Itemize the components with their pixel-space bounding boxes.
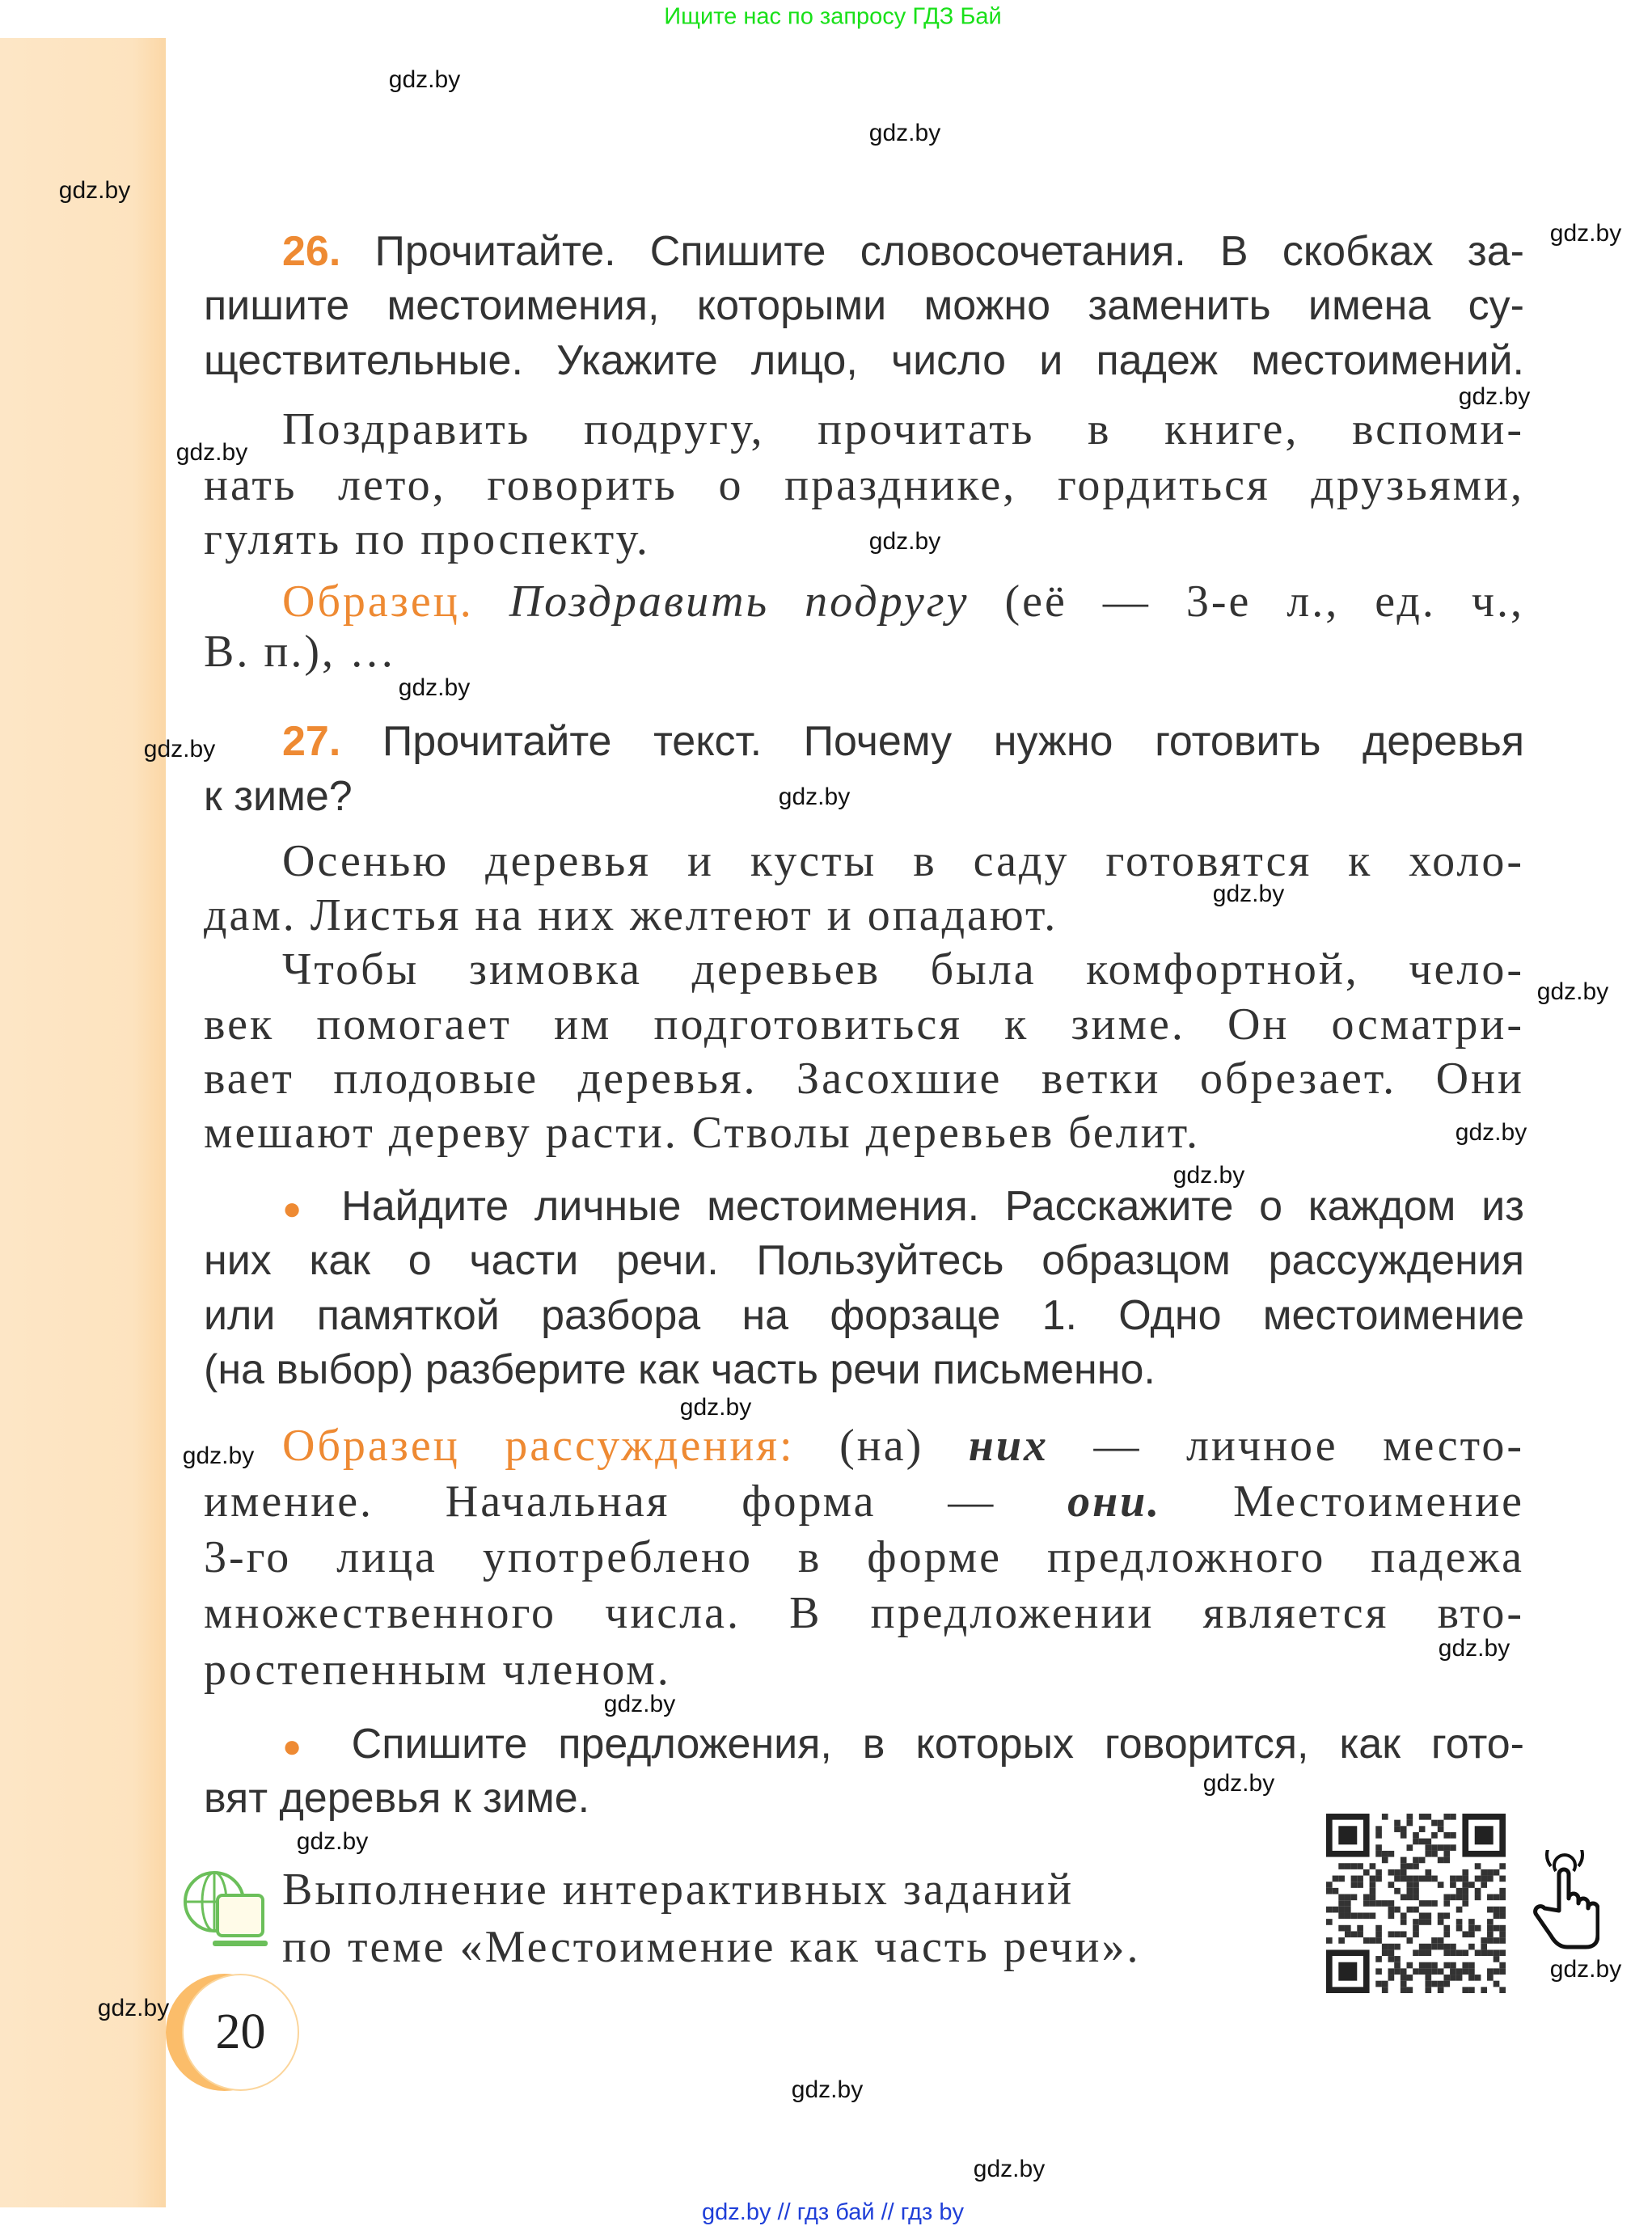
text-segment: (на) <box>839 1421 924 1471</box>
text-segment: Осенью деревья и кусты в саду готовятся к холо- <box>282 836 1524 886</box>
text-segment: Местоимение <box>1233 1476 1525 1527</box>
watermark: gdz.by <box>973 2156 1046 2182</box>
text-segment: или памяткой разбора на форзаце 1. Одно местоимение <box>204 1292 1524 1339</box>
watermark: gdz.by <box>97 1995 170 2021</box>
text-segment: нать лето, говорить о празднике, гордиться друзьями, <box>204 460 1524 510</box>
text-segment: пишите местоимения, которыми можно заменить имена су- <box>204 282 1524 329</box>
text-segment: Прочитайте текст. Почему нужно готовить деревья <box>382 718 1524 765</box>
text-segment: ростепенным членом. <box>204 1645 671 1695</box>
text-segment: В. п.), … <box>204 627 397 677</box>
text-line <box>282 1180 1524 1234</box>
text-segment: Поздравить подругу <box>509 577 970 627</box>
text-line <box>204 1106 1524 1160</box>
text-line <box>204 458 1524 513</box>
text-segment: (её — 3-е л., ед. ч., <box>1004 577 1524 627</box>
text-line <box>282 1863 1074 1917</box>
watermark: gdz.by <box>1549 220 1622 247</box>
watermark: gdz.by <box>398 674 471 701</box>
text-segment: по теме «Местоимение как часть речи». <box>282 1922 1141 1972</box>
watermark: gdz.by <box>1202 1770 1275 1797</box>
text-segment: Образец. <box>282 577 474 627</box>
watermark: gdz.by <box>679 1394 752 1421</box>
text-segment: Поздравить подругу, прочитать в книге, вспоми- <box>282 404 1524 454</box>
text-line <box>204 1531 1524 1585</box>
text-segment: Выполнение интерактивных заданий <box>282 1865 1075 1915</box>
text-segment: Чтобы зимовка деревьев была комфортной, чело- <box>282 944 1524 995</box>
text-segment: век помогает им подготовиться к зиме. Он осматри- <box>204 999 1524 1050</box>
page-number-badge <box>182 1974 299 2091</box>
text-line <box>282 1419 1524 1473</box>
text-segment: ществительные. Укажите лицо, число и падеж местоимений. <box>204 337 1524 384</box>
page-number: 20 <box>182 1974 299 2091</box>
text-segment: Найдите личные местоимения. Расскажите о каждом из <box>341 1183 1524 1230</box>
text-segment: множественного числа. В предложении является вто- <box>204 1588 1524 1638</box>
text-line <box>282 943 1524 997</box>
footer-links[interactable]: gdz.by // гдз бай // гдз by <box>702 2199 964 2225</box>
bullet-icon: ● <box>282 1190 316 1227</box>
watermark: gdz.by <box>603 1691 676 1717</box>
text-line <box>282 1920 1140 1975</box>
text-segment: вает плодовые деревья. Засохшие ветки обрезает. Они <box>204 1054 1524 1104</box>
search-notice: Ищите нас по запросу ГДЗ Бай <box>664 3 1002 30</box>
text-line <box>204 1289 1524 1343</box>
text-segment: они. <box>1067 1476 1162 1527</box>
text-line <box>204 625 1524 679</box>
watermark: gdz.by <box>778 784 851 810</box>
text-line <box>204 1343 1524 1397</box>
watermark: gdz.by <box>1212 881 1285 907</box>
text-segment: них <box>968 1421 1049 1471</box>
text-line <box>282 1717 1524 1772</box>
text-segment: гулять по проспекту. <box>204 514 650 564</box>
text-line <box>204 889 1524 943</box>
bullet-icon: ● <box>282 1728 321 1764</box>
text-segment: к зиме? <box>204 773 353 820</box>
text-line <box>204 513 1524 567</box>
text-segment: дам. Листья на них желтеют и опадают. <box>204 890 1058 940</box>
text-line <box>282 575 1524 629</box>
watermark: gdz.by <box>143 736 216 762</box>
text-segment: (на выбор) разберите как часть речи письменно. <box>204 1346 1156 1393</box>
watermark: gdz.by <box>1536 978 1609 1005</box>
text-line <box>282 225 1524 279</box>
text-line <box>204 1052 1524 1106</box>
text-segment: Прочитайте. Спишите словосочетания. В скобках за- <box>374 228 1524 275</box>
text-segment: Спишите предложения, в которых говорится, как гото- <box>351 1721 1524 1768</box>
watermark: gdz.by <box>1455 1119 1527 1146</box>
watermark: gdz.by <box>868 528 941 555</box>
text-segment: имение. Начальная форма — <box>204 1476 996 1527</box>
watermark: gdz.by <box>1438 1635 1510 1662</box>
text-line <box>204 334 1524 388</box>
text-segment: вят деревья к зиме. <box>204 1775 590 1822</box>
text-line <box>204 770 1524 824</box>
watermark: gdz.by <box>868 120 941 146</box>
text-segment: них как о части речи. Пользуйтесь образцом рассуждения <box>204 1237 1524 1284</box>
watermark: gdz.by <box>58 177 131 204</box>
text-line <box>282 403 1524 457</box>
text-line <box>204 1643 1524 1697</box>
text-line <box>204 279 1524 333</box>
watermark: gdz.by <box>1172 1162 1245 1189</box>
exercise-number: 27. <box>282 718 341 765</box>
text-line <box>282 715 1524 769</box>
text-segment: 3-го лица употреблено в форме предложного падежа <box>204 1532 1524 1582</box>
watermark: gdz.by <box>296 1828 369 1855</box>
text-line <box>204 1234 1524 1288</box>
decorative-alphabet-strip <box>0 38 166 2207</box>
text-segment: мешают дереву расти. Стволы деревьев белит. <box>204 1108 1200 1158</box>
globe-computer-icon <box>182 1868 269 1950</box>
text-segment: — личное место- <box>1093 1421 1524 1471</box>
text-segment: Образец рассуждения: <box>282 1421 795 1471</box>
watermark: gdz.by <box>182 1442 255 1469</box>
watermark: gdz.by <box>175 439 248 466</box>
text-line <box>204 1475 1524 1529</box>
text-line <box>204 1586 1524 1641</box>
watermark: gdz.by <box>791 2076 864 2103</box>
qr-code[interactable] <box>1326 1814 1506 1993</box>
exercise-number: 26. <box>282 228 341 275</box>
touch-hand-icon <box>1527 1850 1599 1951</box>
watermark: gdz.by <box>388 66 461 93</box>
watermark: gdz.by <box>1458 383 1531 410</box>
text-line <box>282 834 1524 889</box>
watermark: gdz.by <box>1549 1956 1622 1983</box>
text-line <box>204 998 1524 1052</box>
